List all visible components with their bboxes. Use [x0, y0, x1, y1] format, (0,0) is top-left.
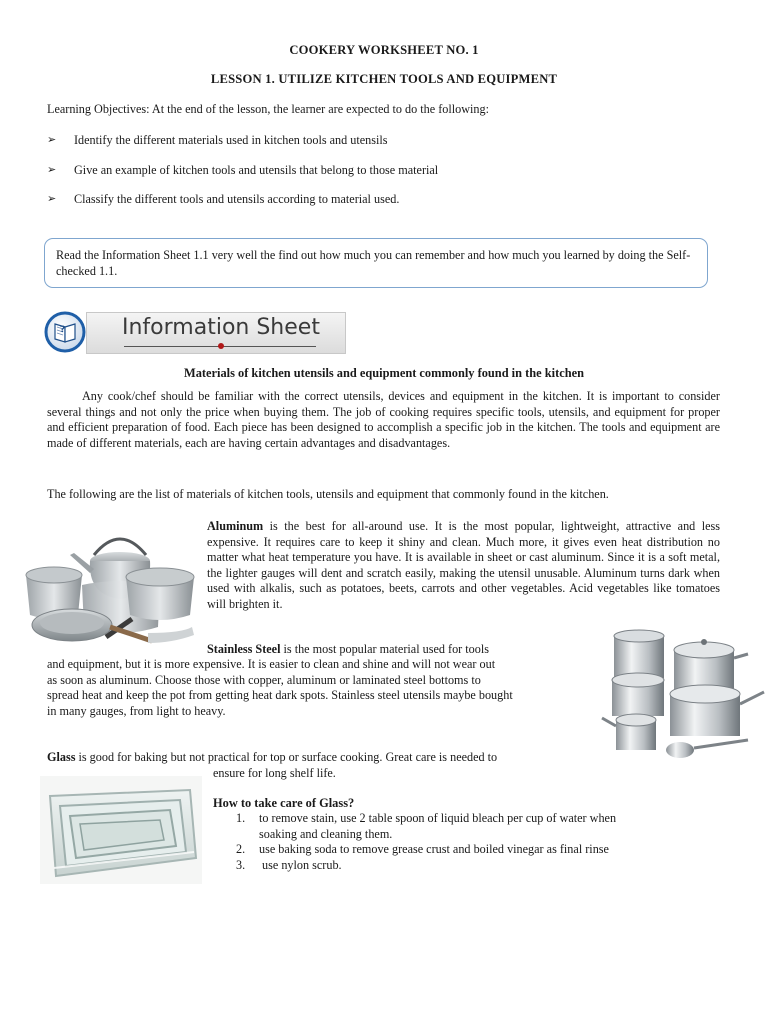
list-item: 2. use baking soda to remove grease crust and boiled vinegar as final rinse — [236, 842, 609, 856]
instruction-callout: Read the Information Sheet 1.1 very well the find out how much you can remember and how much you learned by doing the Self-checked 1.1. — [44, 238, 708, 288]
arrow-bullet-icon: ➢ — [47, 192, 57, 205]
intro-paragraph: Any cook/chef should be familiar with the correct utensils, devices and equipment in the kitchen. It is important to consider several things and not only the price when buying them. The job of cooking requires specific tools, utensils, and equipment for proper and efficient preparation of food. Each piece has been designed to accomplish a specific job in the kitchen. The tools and equipment are made of different materials, each are having certain advantages and disadvantages. — [47, 389, 720, 450]
glass-bakeware-image — [40, 776, 202, 884]
objective-text: Identify the different materials used in kitchen tools and utensils — [74, 133, 388, 147]
stainless-line-1: Stainless Steel is the most popular material used for tools — [207, 642, 489, 656]
lesson-title: LESSON 1. UTILIZE KITCHEN TOOLS AND EQUIPMENT — [210, 72, 558, 86]
objectives-intro: Learning Objectives: At the end of the lesson, the learner are expected to do the following: — [47, 102, 489, 116]
arrow-bullet-icon: ➢ — [47, 133, 57, 146]
aluminum-term: Aluminum — [207, 519, 264, 533]
glass-term: Glass — [47, 750, 76, 764]
svg-text:?: ? — [60, 325, 66, 335]
stainless-steel-cookware-image — [598, 628, 766, 770]
glass-line-2: ensure for long shelf life. — [213, 766, 336, 780]
list-item: 1. to remove stain, use 2 table spoon of liquid bleach per cup of water when soaking and cleaning them. — [236, 811, 617, 841]
stainless-line-3: as soon as aluminum. Choose those with copper, aluminum or laminated steel bottoms to — [47, 673, 481, 687]
glass-care-list — [213, 811, 693, 873]
list-item: 3. use nylon scrub. — [236, 857, 342, 872]
aluminum-text: is the best for all-around use. It is the most popular, lightweight, attractive and less expensive. It requires care to keep it shiny and clean. Much more, it gives even heat distribution no matter what heat temperature you have. It is available in sheet or cast aluminum. Since it is a soft metal, the lighter gauges will dent and scratch easily, making the utensil unusable. Aluminum turns dark when used with alkalis, such as potatoes, beets, carrots and other vegetables. Acid vegetables like tomatoes will brighten it. — [207, 519, 720, 611]
banner-label: Information Sheet — [122, 315, 320, 340]
stainless-line-5: in many gauges, from light to heavy. — [47, 704, 226, 718]
stainless-term: Stainless Steel — [207, 642, 281, 656]
aluminum-cookware-image — [22, 515, 200, 653]
aluminum-paragraph — [207, 519, 720, 612]
glass-care-heading: How to take care of Glass? — [213, 796, 355, 810]
worksheet-title: COOKERY WORKSHEET NO. 1 — [289, 43, 479, 57]
book-icon — [44, 310, 88, 354]
list-intro: The following are the list of materials of kitchen tools, utensils and equipment that commonly found in the kitchen. — [47, 487, 609, 501]
objective-text: Classify the different tools and utensils according to material used. — [74, 192, 400, 206]
objective-text: Give an example of kitchen tools and utensils that belong to those material — [74, 163, 439, 177]
arrow-bullet-icon: ➢ — [47, 163, 57, 176]
stainless-line-4: spread heat and keep the pot from getting heat dark spots. Stainless steel utensils maybe bought — [47, 688, 513, 702]
materials-heading: Materials of kitchen utensils and equipment commonly found in the kitchen — [184, 366, 584, 380]
stainless-line-2: and equipment, but it is more expensive. It is easier to clean and shine and will not wear out — [47, 657, 496, 671]
information-sheet-banner — [44, 310, 344, 354]
glass-line-1: Glass is good for baking but not practical for top or surface cooking. Great care is needed to — [47, 750, 498, 764]
